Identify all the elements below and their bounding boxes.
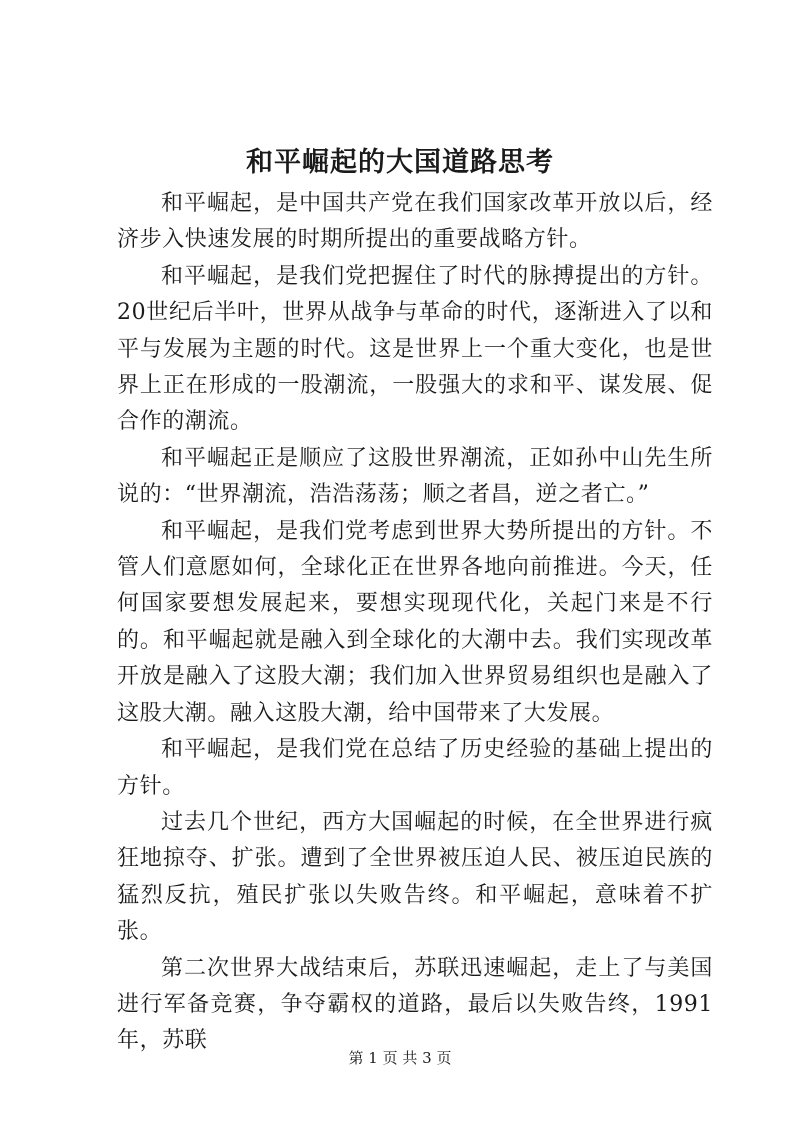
paragraph: 和平崛起正是顺应了这股世界潮流，正如孙中山先生所说的：“世界潮流，浩浩荡荡；顺之者昌，逆之者亡。” xyxy=(117,445,713,508)
paragraph: 第二次世界大战结束后，苏联迅速崛起，走上了与美国进行军备竞赛，争夺霸权的道路，最后以失败告终，1991年，苏联 xyxy=(117,955,713,1054)
paragraph: 和平崛起，是中国共产党在我们国家改革开放以后，经济步入快速发展的时期所提出的重要战略方针。 xyxy=(117,191,713,253)
document-body xyxy=(117,186,713,1060)
paragraph: 和平崛起，是我们党把握住了时代的脉搏提出的方针。20世纪后半叶，世界从战争与革命的时代，逐渐进入了以和平与发展为主题的时代。这是世界上一个重大变化，也是世界上正在形成的一股潮流，一股强大的求和平、谋发展、促合作的潮流。 xyxy=(117,263,713,435)
page-number-footer: 第 1 页 共 3 页 xyxy=(348,1049,452,1067)
document-title: 和平崛起的大国道路思考 xyxy=(246,147,554,178)
paragraph: 和平崛起，是我们党在总结了历史经验的基础上提出的方针。 xyxy=(117,737,713,799)
paragraph: 和平崛起，是我们党考虑到世界大势所提出的方针。不管人们意愿如何，全球化正在世界各地向前推进。今天，任何国家要想发展起来，要想实现现代化，关起门来是不行的。和平崛起就是融入到全球化的大潮中去。我们实现改革开放是融入了这股大潮；我们加入世界贸易组织也是融入了这股大潮。融入这股大潮，给中国带来了大发展。 xyxy=(117,518,713,726)
paragraph: 过去几个世纪，西方大国崛起的时候，在全世界进行疯狂地掠夺、扩张。遭到了全世界被压迫人民、被压迫民族的猛烈反抗，殖民扩张以失败告终。和平崛起，意味着不扩张。 xyxy=(117,809,713,945)
